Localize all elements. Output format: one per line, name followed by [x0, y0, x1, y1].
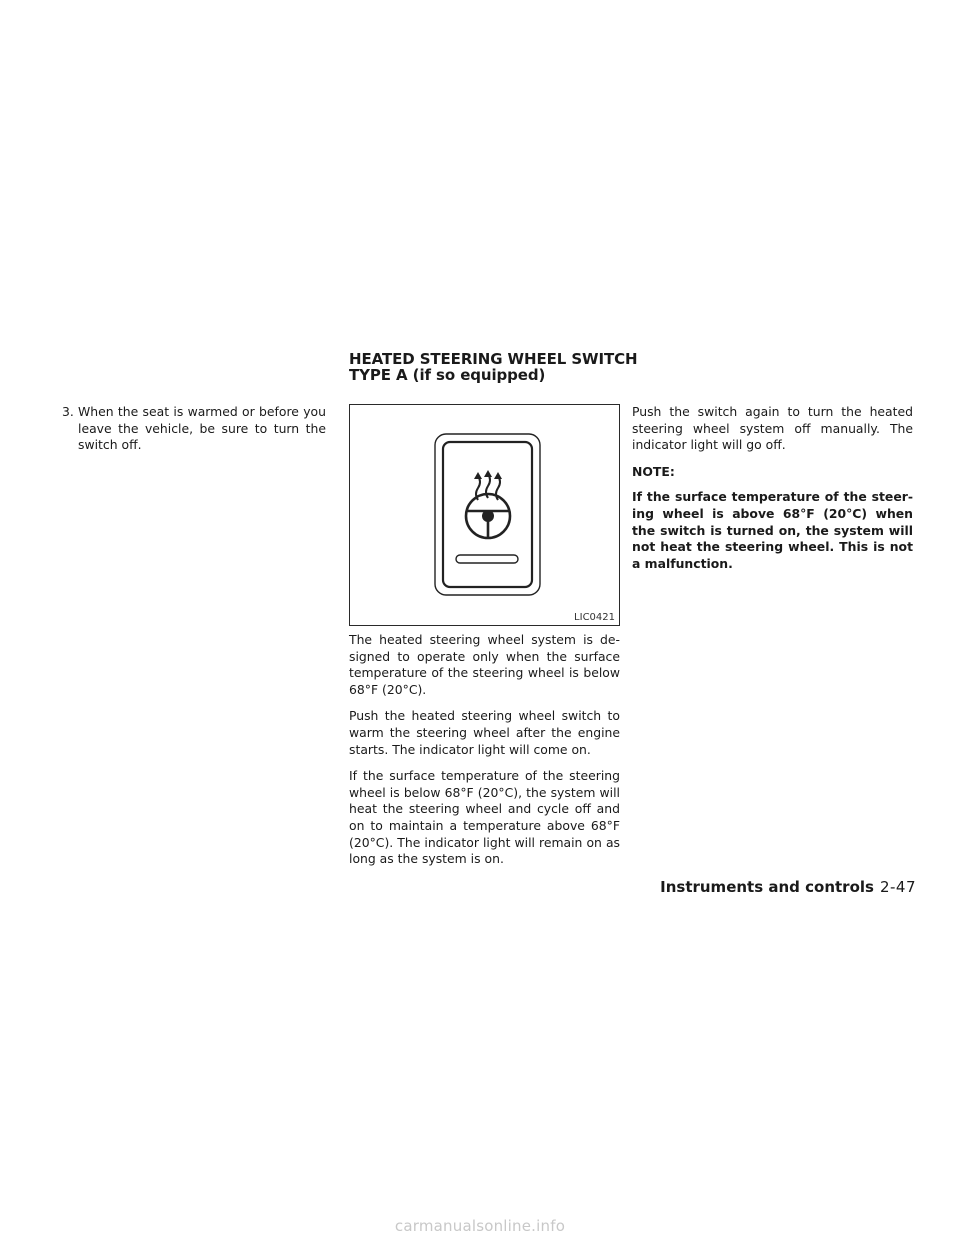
- figure-code: LIC0421: [574, 612, 615, 623]
- column-3: [632, 404, 913, 572]
- heated-steering-wheel-switch-icon: [350, 405, 619, 625]
- paragraph: The heated steering wheel system is de- signed to operate only when the surface temperature of the steering wheel is below 68°F (20°C).: [349, 632, 620, 697]
- watermark: carmanualsonline.info: [394, 1217, 566, 1235]
- list-item-number: 3.: [62, 404, 74, 419]
- list-item: [62, 404, 326, 454]
- paragraph: Push the heated steering wheel switch to warm the steering wheel after the engine starts. The indicator light will come on.: [349, 708, 620, 757]
- note-label: NOTE:: [632, 463, 675, 479]
- paragraph: Push the switch again to turn the heated steering wheel system off manually. The indicator light will go off.: [632, 404, 913, 453]
- column-1: [62, 404, 326, 454]
- section-heading: [349, 351, 649, 383]
- list-item-text: When the seat is warmed or before you leave the vehicle, be sure to turn the switch off.: [78, 404, 326, 453]
- note-text: If the surface temperature of the steer- ing wheel is above 68°F (20°C) when the switch is turned on, the system will not heat the steering wheel. This is not a malfunction.: [632, 489, 913, 571]
- section-heading-line2: TYPE A (if so equipped): [349, 366, 546, 384]
- footer-section-title: Instruments and controls: [660, 878, 874, 896]
- page-number: 2-47: [879, 878, 916, 896]
- paragraph: If the surface temperature of the steering wheel is below 68°F (20°C), the system will heat the steering wheel and cycle off and on to maintain a temperature above 68°F (20°C). The indicator light will remain on as long as the system is on.: [349, 768, 620, 867]
- section-heading-line1: HEATED STEERING WHEEL SWITCH: [349, 350, 638, 368]
- page-footer: [660, 878, 916, 896]
- column-2: [349, 404, 620, 878]
- switch-illustration: [349, 404, 620, 626]
